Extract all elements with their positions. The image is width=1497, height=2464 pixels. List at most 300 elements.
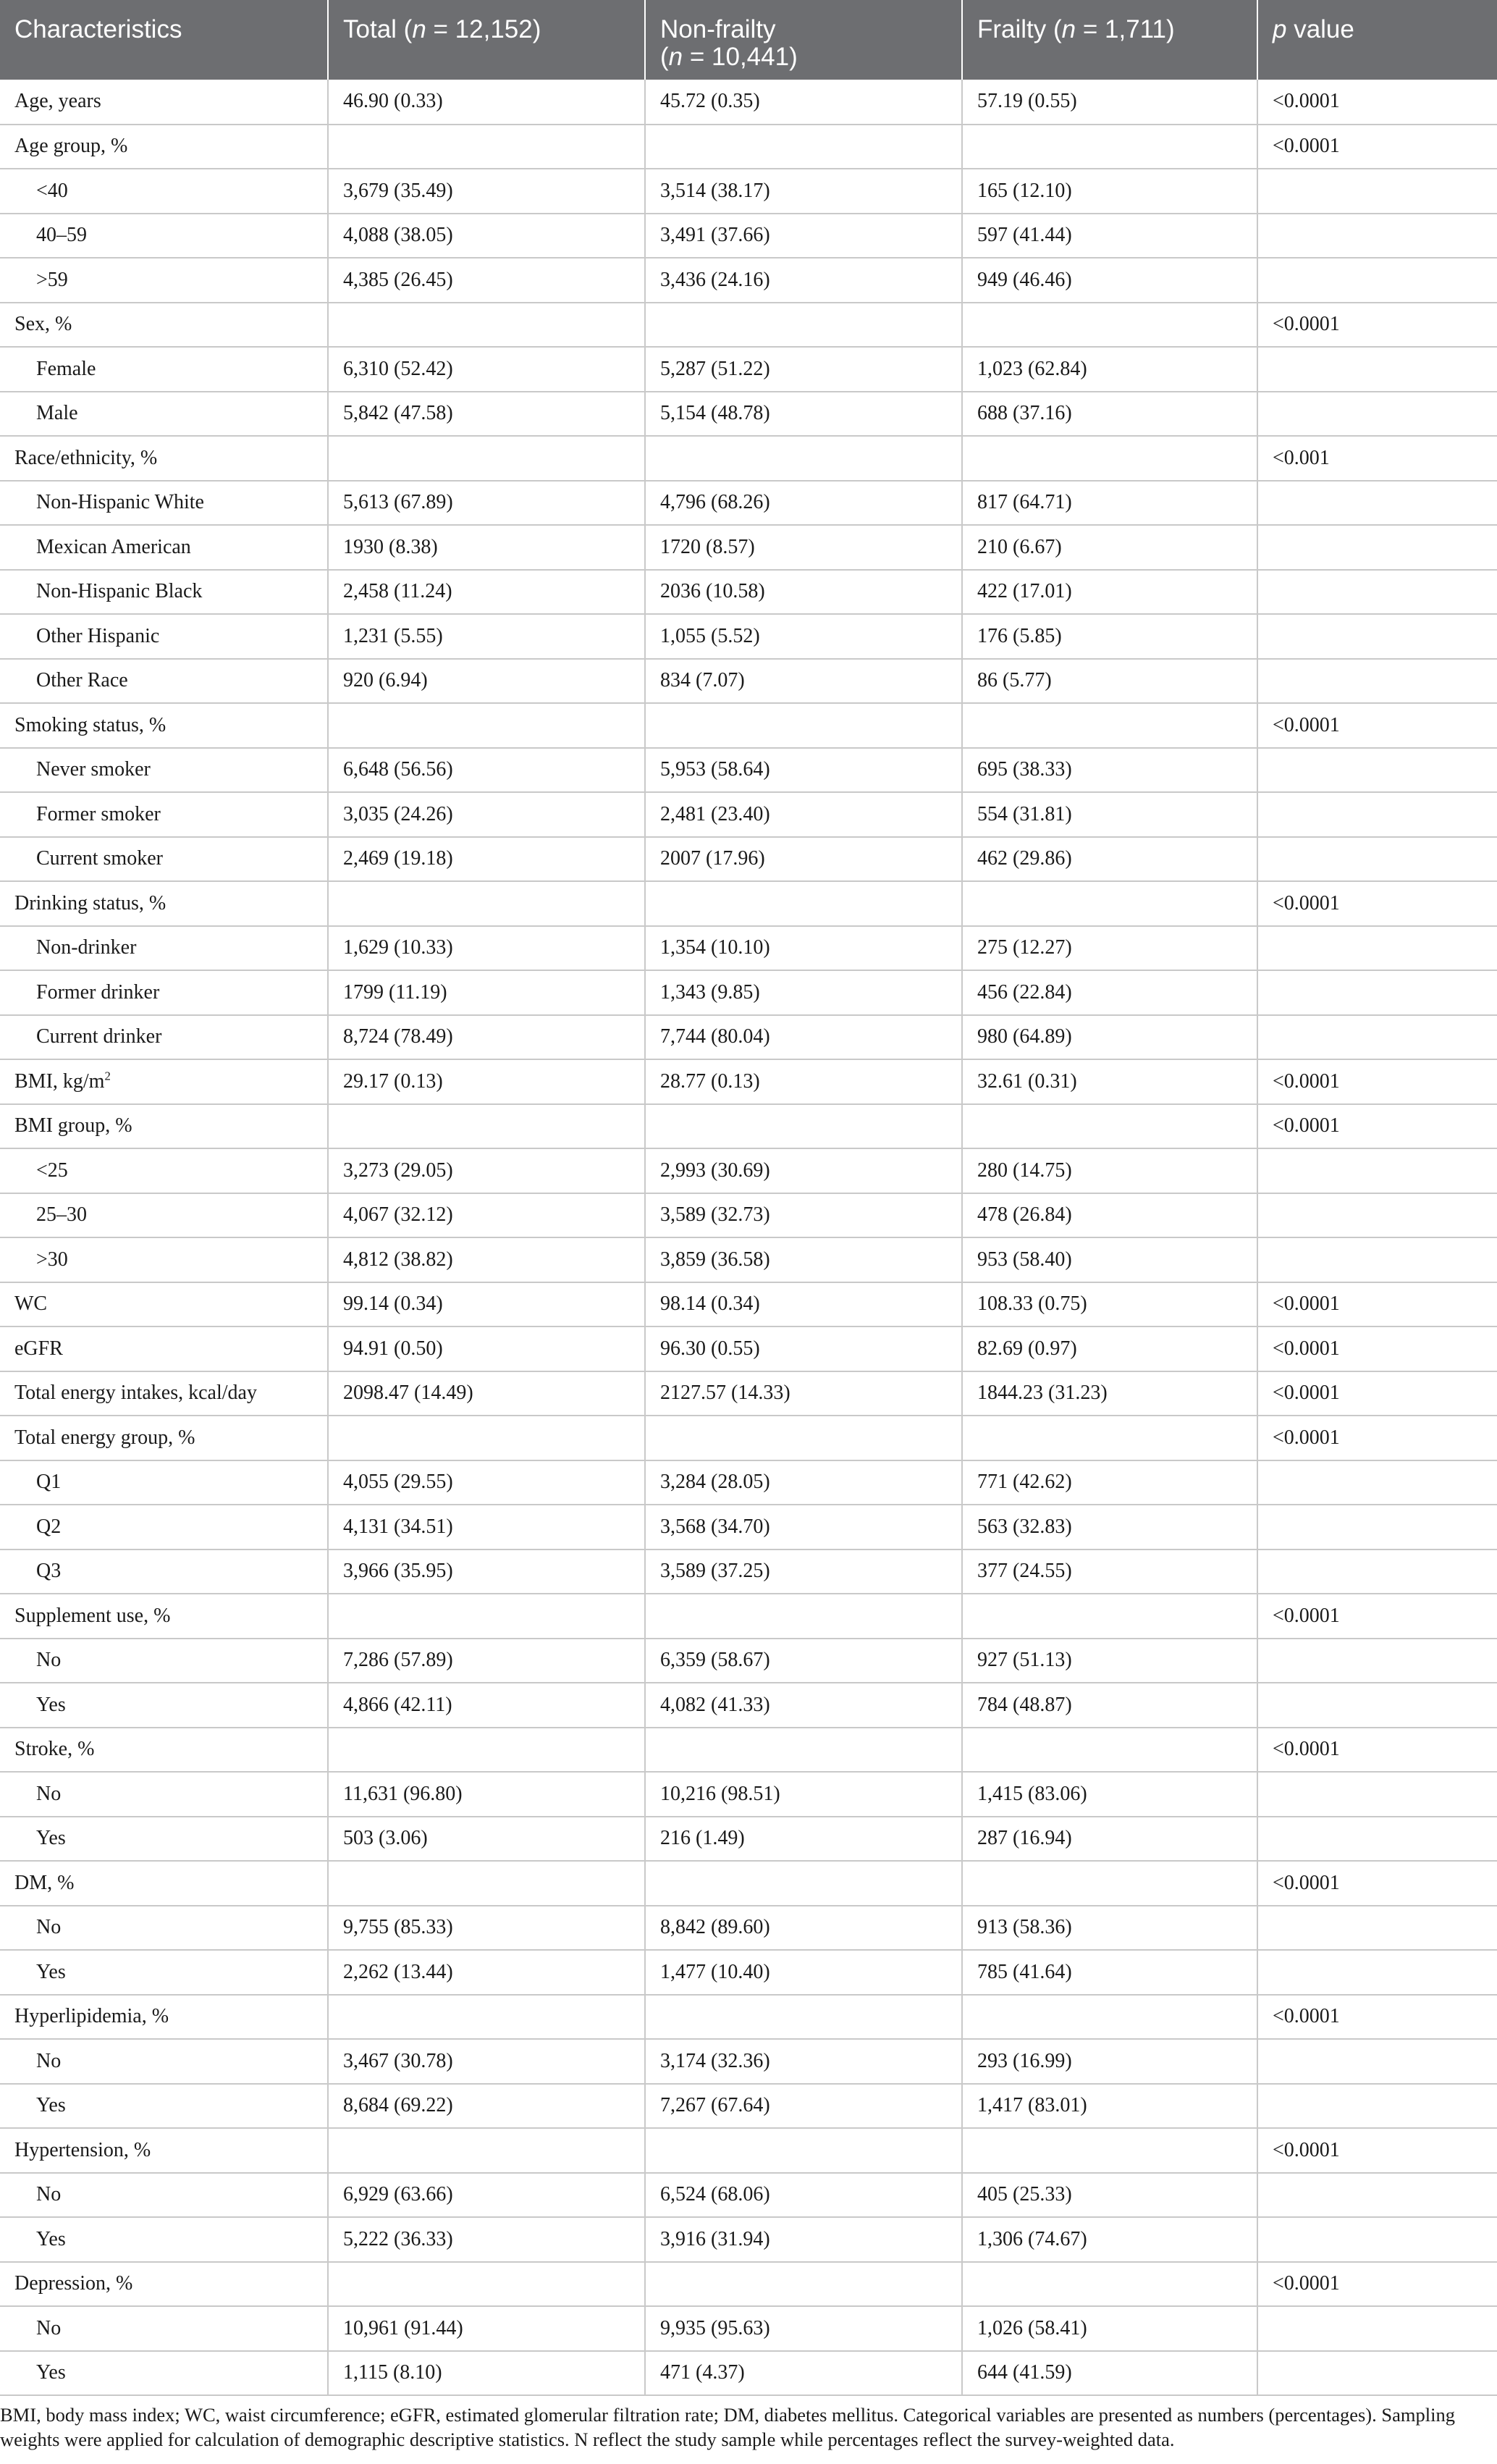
cell-characteristic: Depression, % — [0, 2262, 328, 2307]
table-row — [0, 1950, 1497, 1995]
cell-p-value: <0.0001 — [1257, 1104, 1497, 1149]
cell-non-frailty: 96.30 (0.55) — [645, 1326, 962, 1371]
table-row — [0, 1059, 1497, 1104]
cell-p-value — [1257, 1683, 1497, 1728]
cell-frailty: 563 (32.83) — [962, 1505, 1257, 1550]
cell-characteristic: Other Race — [0, 659, 328, 704]
table-row — [0, 926, 1497, 971]
cell-non-frailty: 216 (1.49) — [645, 1817, 962, 1862]
cell-characteristic: BMI group, % — [0, 1104, 328, 1149]
cell-non-frailty — [645, 1104, 962, 1149]
cell-frailty: 817 (64.71) — [962, 481, 1257, 526]
cell-non-frailty — [645, 1594, 962, 1639]
cell-p-value: <0.0001 — [1257, 2128, 1497, 2173]
cell-frailty: 1,417 (83.01) — [962, 2084, 1257, 2129]
table-row — [0, 2084, 1497, 2129]
cell-non-frailty — [645, 1728, 962, 1773]
cell-frailty — [962, 703, 1257, 748]
cell-p-value — [1257, 570, 1497, 615]
cell-total — [328, 1861, 645, 1906]
cell-characteristic: Sex, % — [0, 303, 328, 348]
cell-frailty: 644 (41.59) — [962, 2351, 1257, 2396]
table-row — [0, 80, 1497, 125]
cell-characteristic: <25 — [0, 1148, 328, 1193]
cell-non-frailty: 45.72 (0.35) — [645, 80, 962, 125]
header-p-value: p value — [1257, 0, 1497, 80]
cell-total: 503 (3.06) — [328, 1817, 645, 1862]
cell-characteristic: Q1 — [0, 1460, 328, 1505]
cell-p-value: <0.0001 — [1257, 125, 1497, 169]
cell-characteristic: No — [0, 2039, 328, 2084]
header-row — [0, 0, 1497, 80]
cell-non-frailty: 98.14 (0.34) — [645, 1282, 962, 1327]
cell-total: 3,035 (24.26) — [328, 792, 645, 837]
cell-total: 4,866 (42.11) — [328, 1683, 645, 1728]
cell-total: 2098.47 (14.49) — [328, 1371, 645, 1416]
cell-characteristic: Q2 — [0, 1505, 328, 1550]
header-non-frailty: Non-frailty (n = 10,441) — [645, 0, 962, 80]
cell-frailty: 1,415 (83.06) — [962, 1772, 1257, 1817]
cell-p-value: <0.0001 — [1257, 1326, 1497, 1371]
cell-total: 4,131 (34.51) — [328, 1505, 645, 1550]
table-row — [0, 2262, 1497, 2307]
cell-non-frailty: 6,359 (58.67) — [645, 1639, 962, 1683]
cell-total — [328, 1416, 645, 1460]
cell-non-frailty: 1,055 (5.52) — [645, 614, 962, 659]
table-row — [0, 2217, 1497, 2262]
cell-p-value: <0.0001 — [1257, 1282, 1497, 1327]
table-row — [0, 303, 1497, 348]
cell-p-value — [1257, 659, 1497, 704]
cell-total — [328, 881, 645, 926]
cell-p-value — [1257, 1550, 1497, 1594]
cell-frailty — [962, 2128, 1257, 2173]
cell-frailty — [962, 1416, 1257, 1460]
cell-p-value — [1257, 1237, 1497, 1282]
cell-non-frailty — [645, 125, 962, 169]
cell-non-frailty: 6,524 (68.06) — [645, 2173, 962, 2218]
cell-characteristic: Total energy group, % — [0, 1416, 328, 1460]
table-row — [0, 1326, 1497, 1371]
cell-total: 8,684 (69.22) — [328, 2084, 645, 2129]
cell-p-value — [1257, 2217, 1497, 2262]
cell-p-value — [1257, 1505, 1497, 1550]
header-characteristics: Characteristics — [0, 0, 328, 80]
cell-non-frailty: 1720 (8.57) — [645, 525, 962, 570]
cell-frailty — [962, 881, 1257, 926]
cell-non-frailty — [645, 303, 962, 348]
table-row — [0, 881, 1497, 926]
cell-frailty — [962, 2262, 1257, 2307]
table-row — [0, 659, 1497, 704]
cell-characteristic: Yes — [0, 2084, 328, 2129]
table-row — [0, 1728, 1497, 1773]
cell-non-frailty: 3,284 (28.05) — [645, 1460, 962, 1505]
cell-frailty: 275 (12.27) — [962, 926, 1257, 971]
table-row — [0, 792, 1497, 837]
cell-characteristic: Race/ethnicity, % — [0, 436, 328, 481]
cell-p-value: <0.0001 — [1257, 1594, 1497, 1639]
cell-characteristic: Hyperlipidemia, % — [0, 1995, 328, 2040]
table-row — [0, 1594, 1497, 1639]
cell-characteristic: No — [0, 1639, 328, 1683]
cell-total: 5,222 (36.33) — [328, 2217, 645, 2262]
cell-characteristic: No — [0, 1906, 328, 1951]
cell-frailty: 1,026 (58.41) — [962, 2306, 1257, 2351]
cell-total — [328, 2128, 645, 2173]
table-row — [0, 1639, 1497, 1683]
cell-non-frailty — [645, 1416, 962, 1460]
table-row — [0, 2128, 1497, 2173]
cell-p-value — [1257, 2173, 1497, 2218]
table-row — [0, 748, 1497, 793]
cell-non-frailty: 834 (7.07) — [645, 659, 962, 704]
cell-frailty: 176 (5.85) — [962, 614, 1257, 659]
cell-frailty — [962, 1995, 1257, 2040]
cell-p-value: <0.0001 — [1257, 80, 1497, 125]
cell-characteristic: Stroke, % — [0, 1728, 328, 1773]
cell-p-value — [1257, 2306, 1497, 2351]
cell-total: 5,842 (47.58) — [328, 392, 645, 437]
cell-characteristic: Supplement use, % — [0, 1594, 328, 1639]
cell-frailty: 1844.23 (31.23) — [962, 1371, 1257, 1416]
cell-p-value — [1257, 614, 1497, 659]
cell-total: 29.17 (0.13) — [328, 1059, 645, 1104]
cell-frailty: 771 (42.62) — [962, 1460, 1257, 1505]
header-frailty: Frailty (n = 1,711) — [962, 0, 1257, 80]
cell-total: 2,458 (11.24) — [328, 570, 645, 615]
cell-total — [328, 1728, 645, 1773]
cell-characteristic: Hypertension, % — [0, 2128, 328, 2173]
cell-p-value — [1257, 1906, 1497, 1951]
table-row — [0, 1237, 1497, 1282]
cell-total — [328, 703, 645, 748]
table-row — [0, 392, 1497, 437]
cell-non-frailty: 3,174 (32.36) — [645, 2039, 962, 2084]
cell-total — [328, 2262, 645, 2307]
table-row — [0, 1282, 1497, 1327]
table-row — [0, 614, 1497, 659]
cell-characteristic: Total energy intakes, kcal/day — [0, 1371, 328, 1416]
cell-non-frailty: 9,935 (95.63) — [645, 2306, 962, 2351]
cell-non-frailty: 3,514 (38.17) — [645, 169, 962, 214]
table-row — [0, 1371, 1497, 1416]
table-row — [0, 1906, 1497, 1951]
cell-frailty: 86 (5.77) — [962, 659, 1257, 704]
cell-characteristic: <40 — [0, 169, 328, 214]
cell-total: 7,286 (57.89) — [328, 1639, 645, 1683]
cell-p-value — [1257, 1148, 1497, 1193]
cell-characteristic: No — [0, 2173, 328, 2218]
cell-non-frailty: 10,216 (98.51) — [645, 1772, 962, 1817]
cell-characteristic: DM, % — [0, 1861, 328, 1906]
cell-p-value — [1257, 748, 1497, 793]
cell-non-frailty: 7,267 (67.64) — [645, 2084, 962, 2129]
cell-frailty: 949 (46.46) — [962, 258, 1257, 303]
cell-total — [328, 436, 645, 481]
cell-frailty: 478 (26.84) — [962, 1193, 1257, 1238]
cell-non-frailty: 3,916 (31.94) — [645, 2217, 962, 2262]
table-row — [0, 2039, 1497, 2084]
cell-p-value — [1257, 1193, 1497, 1238]
cell-p-value — [1257, 926, 1497, 971]
cell-p-value — [1257, 1639, 1497, 1683]
cell-characteristic: Never smoker — [0, 748, 328, 793]
cell-frailty — [962, 1861, 1257, 1906]
cell-non-frailty: 4,796 (68.26) — [645, 481, 962, 526]
cell-p-value: <0.0001 — [1257, 1059, 1497, 1104]
cell-frailty: 695 (38.33) — [962, 748, 1257, 793]
table-body — [0, 80, 1497, 2395]
cell-p-value: <0.0001 — [1257, 703, 1497, 748]
cell-total: 11,631 (96.80) — [328, 1772, 645, 1817]
table-footnote: BMI, body mass index; WC, waist circumference; eGFR, estimated glomerular filtration rate; DM, diabetes mellitus. Categorical variables are presented as numbers (percentages). Sampling weights were applied for calculation of demographic descriptive statistics. N reflect the study sample while percentages reflect the survey-weighted data. — [0, 2404, 1455, 2450]
cell-non-frailty — [645, 2262, 962, 2307]
cell-p-value — [1257, 258, 1497, 303]
cell-p-value — [1257, 214, 1497, 258]
cell-total — [328, 125, 645, 169]
cell-p-value: <0.0001 — [1257, 1371, 1497, 1416]
cell-total: 5,613 (67.89) — [328, 481, 645, 526]
cell-characteristic: Yes — [0, 2217, 328, 2262]
cell-total: 94.91 (0.50) — [328, 1326, 645, 1371]
cell-non-frailty: 4,082 (41.33) — [645, 1683, 962, 1728]
cell-non-frailty — [645, 703, 962, 748]
table-row — [0, 1861, 1497, 1906]
cell-frailty: 82.69 (0.97) — [962, 1326, 1257, 1371]
cell-characteristic: 25–30 — [0, 1193, 328, 1238]
table-row — [0, 525, 1497, 570]
cell-non-frailty: 8,842 (89.60) — [645, 1906, 962, 1951]
cell-characteristic: No — [0, 1772, 328, 1817]
table-row — [0, 1772, 1497, 1817]
cell-non-frailty — [645, 1861, 962, 1906]
cell-p-value: <0.001 — [1257, 436, 1497, 481]
table-row — [0, 1148, 1497, 1193]
cell-characteristic: Yes — [0, 1817, 328, 1862]
table-row — [0, 1505, 1497, 1550]
table-row — [0, 2306, 1497, 2351]
table-row — [0, 125, 1497, 169]
cell-characteristic: Male — [0, 392, 328, 437]
cell-characteristic: No — [0, 2306, 328, 2351]
cell-non-frailty: 1,477 (10.40) — [645, 1950, 962, 1995]
cell-characteristic: Current smoker — [0, 837, 328, 882]
cell-frailty — [962, 436, 1257, 481]
cell-total: 2,469 (19.18) — [328, 837, 645, 882]
cell-frailty — [962, 125, 1257, 169]
table-row — [0, 1416, 1497, 1460]
cell-characteristic: WC — [0, 1282, 328, 1327]
cell-frailty: 597 (41.44) — [962, 214, 1257, 258]
cell-frailty: 784 (48.87) — [962, 1683, 1257, 1728]
cell-non-frailty: 3,568 (34.70) — [645, 1505, 962, 1550]
cell-frailty: 462 (29.86) — [962, 837, 1257, 882]
cell-non-frailty — [645, 2128, 962, 2173]
cell-total: 1,231 (5.55) — [328, 614, 645, 659]
cell-frailty: 280 (14.75) — [962, 1148, 1257, 1193]
cell-frailty: 32.61 (0.31) — [962, 1059, 1257, 1104]
cell-p-value: <0.0001 — [1257, 881, 1497, 926]
cell-frailty: 287 (16.94) — [962, 1817, 1257, 1862]
cell-total: 2,262 (13.44) — [328, 1950, 645, 1995]
cell-p-value — [1257, 1950, 1497, 1995]
cell-non-frailty: 471 (4.37) — [645, 2351, 962, 2396]
table-row — [0, 1683, 1497, 1728]
cell-characteristic: Other Hispanic — [0, 614, 328, 659]
cell-p-value — [1257, 481, 1497, 526]
cell-non-frailty: 2007 (17.96) — [645, 837, 962, 882]
cell-characteristic: Mexican American — [0, 525, 328, 570]
cell-non-frailty: 5,154 (48.78) — [645, 392, 962, 437]
cell-characteristic: Smoking status, % — [0, 703, 328, 748]
cell-frailty: 165 (12.10) — [962, 169, 1257, 214]
cell-frailty: 210 (6.67) — [962, 525, 1257, 570]
cell-characteristic: eGFR — [0, 1326, 328, 1371]
cell-total: 4,088 (38.05) — [328, 214, 645, 258]
cell-frailty — [962, 1594, 1257, 1639]
table-row — [0, 837, 1497, 882]
cell-frailty: 377 (24.55) — [962, 1550, 1257, 1594]
cell-characteristic: Q3 — [0, 1550, 328, 1594]
cell-non-frailty: 5,953 (58.64) — [645, 748, 962, 793]
cell-characteristic: Drinking status, % — [0, 881, 328, 926]
table-row — [0, 214, 1497, 258]
cell-frailty: 980 (64.89) — [962, 1015, 1257, 1060]
cell-total: 1799 (11.19) — [328, 970, 645, 1015]
cell-total: 46.90 (0.33) — [328, 80, 645, 125]
cell-total: 1930 (8.38) — [328, 525, 645, 570]
cell-p-value — [1257, 1817, 1497, 1862]
cell-characteristic: Female — [0, 347, 328, 392]
cell-p-value — [1257, 1015, 1497, 1060]
cell-characteristic: Yes — [0, 1683, 328, 1728]
cell-characteristic: Age, years — [0, 80, 328, 125]
cell-characteristic: BMI, $kg/m^2$ — [0, 1059, 328, 1104]
cell-frailty: 688 (37.16) — [962, 392, 1257, 437]
cell-non-frailty — [645, 436, 962, 481]
table-row — [0, 570, 1497, 615]
cell-p-value — [1257, 392, 1497, 437]
cell-p-value — [1257, 2351, 1497, 2396]
label-superscript: 2 — [104, 1069, 111, 1083]
table-row — [0, 1817, 1497, 1862]
cell-p-value — [1257, 837, 1497, 882]
cell-total: 4,055 (29.55) — [328, 1460, 645, 1505]
cell-p-value: <0.0001 — [1257, 303, 1497, 348]
cell-p-value — [1257, 792, 1497, 837]
cell-frailty — [962, 303, 1257, 348]
cell-non-frailty: 28.77 (0.13) — [645, 1059, 962, 1104]
cell-non-frailty: 2127.57 (14.33) — [645, 1371, 962, 1416]
cell-frailty: 422 (17.01) — [962, 570, 1257, 615]
cell-total — [328, 1594, 645, 1639]
cell-p-value — [1257, 1772, 1497, 1817]
cell-non-frailty: 5,287 (51.22) — [645, 347, 962, 392]
table-row — [0, 1550, 1497, 1594]
cell-frailty: 108.33 (0.75) — [962, 1282, 1257, 1327]
table-row — [0, 1104, 1497, 1149]
cell-frailty: 456 (22.84) — [962, 970, 1257, 1015]
cell-frailty: 927 (51.13) — [962, 1639, 1257, 1683]
cell-total: 10,961 (91.44) — [328, 2306, 645, 2351]
cell-total: 4,067 (32.12) — [328, 1193, 645, 1238]
table-row — [0, 703, 1497, 748]
cell-frailty: 293 (16.99) — [962, 2039, 1257, 2084]
cell-non-frailty: 3,491 (37.66) — [645, 214, 962, 258]
cell-p-value: <0.0001 — [1257, 1416, 1497, 1460]
cell-p-value: <0.0001 — [1257, 2262, 1497, 2307]
cell-total: 3,966 (35.95) — [328, 1550, 645, 1594]
cell-total: 1,115 (8.10) — [328, 2351, 645, 2396]
cell-frailty: 785 (41.64) — [962, 1950, 1257, 1995]
cell-frailty — [962, 1728, 1257, 1773]
table-row — [0, 436, 1497, 481]
cell-non-frailty: 3,859 (36.58) — [645, 1237, 962, 1282]
cell-frailty: 57.19 (0.55) — [962, 80, 1257, 125]
cell-total — [328, 1995, 645, 2040]
cell-non-frailty: 1,354 (10.10) — [645, 926, 962, 971]
cell-frailty: 1,306 (74.67) — [962, 2217, 1257, 2262]
cell-characteristic: Non-Hispanic Black — [0, 570, 328, 615]
cell-total: 4,812 (38.82) — [328, 1237, 645, 1282]
cell-p-value — [1257, 2039, 1497, 2084]
cell-non-frailty: 3,436 (24.16) — [645, 258, 962, 303]
cell-frailty: 1,023 (62.84) — [962, 347, 1257, 392]
cell-total — [328, 1104, 645, 1149]
cell-characteristic: Former drinker — [0, 970, 328, 1015]
cell-p-value — [1257, 169, 1497, 214]
table-row — [0, 2173, 1497, 2218]
cell-non-frailty: 3,589 (32.73) — [645, 1193, 962, 1238]
cell-total: 9,755 (85.33) — [328, 1906, 645, 1951]
cell-total: 6,929 (63.66) — [328, 2173, 645, 2218]
cell-non-frailty: 7,744 (80.04) — [645, 1015, 962, 1060]
cell-non-frailty: 3,589 (37.25) — [645, 1550, 962, 1594]
table-row — [0, 1015, 1497, 1060]
cell-frailty: 913 (58.36) — [962, 1906, 1257, 1951]
cell-frailty — [962, 1104, 1257, 1149]
cell-total: 99.14 (0.34) — [328, 1282, 645, 1327]
cell-p-value: <0.0001 — [1257, 1861, 1497, 1906]
cell-total: 1,629 (10.33) — [328, 926, 645, 971]
cell-characteristic: >59 — [0, 258, 328, 303]
cell-total — [328, 303, 645, 348]
cell-total: 3,273 (29.05) — [328, 1148, 645, 1193]
cell-total: 6,648 (56.56) — [328, 748, 645, 793]
cell-p-value — [1257, 347, 1497, 392]
cell-p-value — [1257, 525, 1497, 570]
cell-characteristic: 40–59 — [0, 214, 328, 258]
cell-total: 3,467 (30.78) — [328, 2039, 645, 2084]
cell-characteristic: Non-Hispanic White — [0, 481, 328, 526]
table-row — [0, 2351, 1497, 2396]
cell-p-value: <0.0001 — [1257, 1995, 1497, 2040]
cell-characteristic: Former smoker — [0, 792, 328, 837]
cell-non-frailty — [645, 881, 962, 926]
cell-frailty: 953 (58.40) — [962, 1237, 1257, 1282]
cell-characteristic: Yes — [0, 1950, 328, 1995]
cell-non-frailty: 1,343 (9.85) — [645, 970, 962, 1015]
cell-p-value — [1257, 970, 1497, 1015]
cell-characteristic: Non-drinker — [0, 926, 328, 971]
cell-frailty: 554 (31.81) — [962, 792, 1257, 837]
cell-characteristic: >30 — [0, 1237, 328, 1282]
table-row — [0, 169, 1497, 214]
table-row — [0, 481, 1497, 526]
cell-total: 4,385 (26.45) — [328, 258, 645, 303]
cell-non-frailty — [645, 1995, 962, 2040]
